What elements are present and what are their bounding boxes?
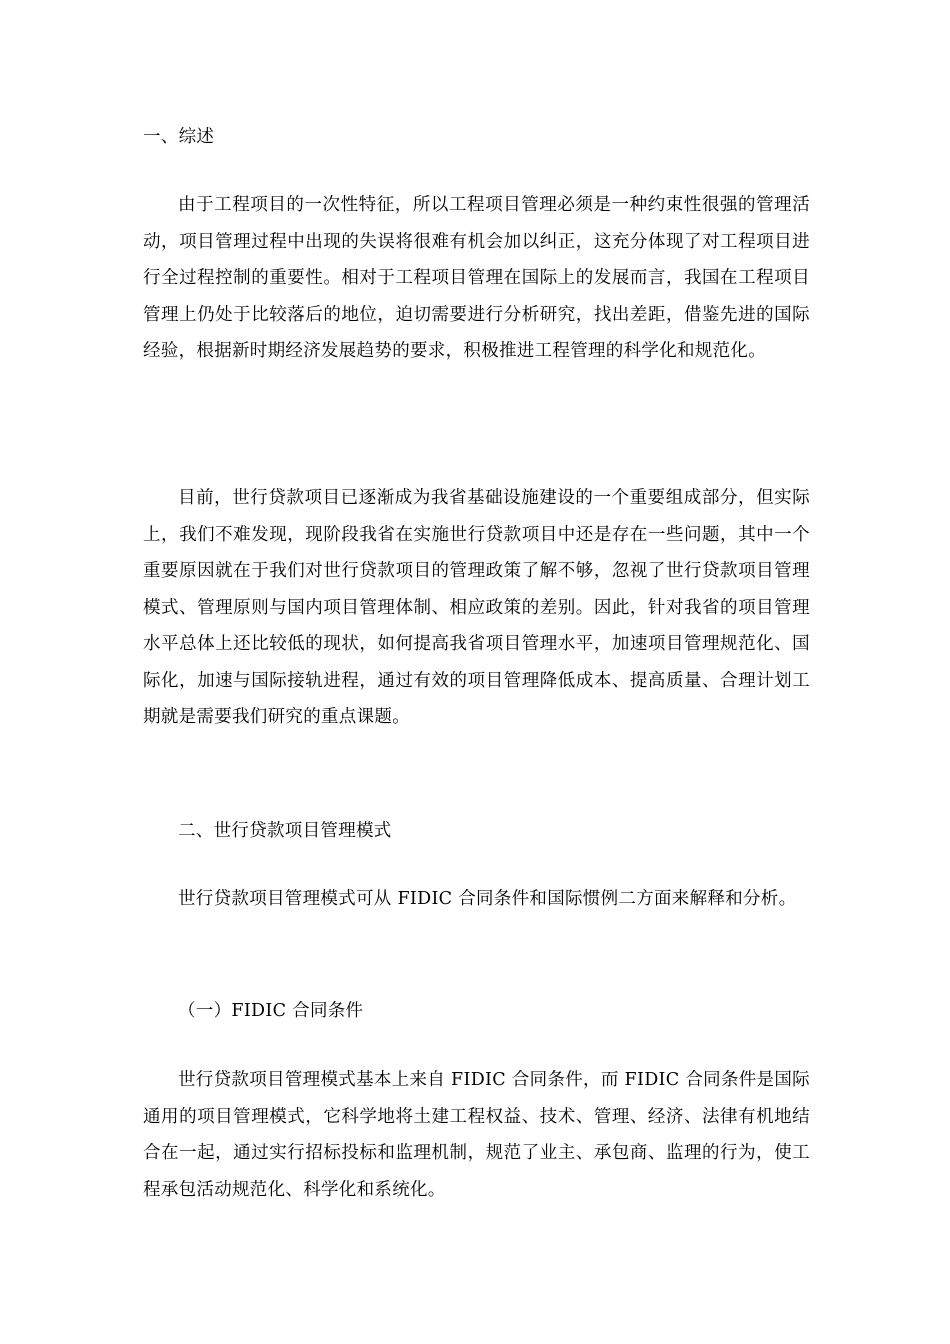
section-heading-overview: 一、综述 [143,127,215,147]
paragraph-model-intro: 世行贷款项目管理模式可从 FIDIC 合同条件和国际惯例二方面来解释和分析。 [178,889,797,909]
section-heading-management-model: 二、世行贷款项目管理模式 [178,821,392,841]
paragraph-fidic: 世行贷款项目管理模式基本上来自 FIDIC 合同条件，而 FIDIC 合同条件是国际通用的项目管理模式，它科学地将土建工程权益、技术、管理、经济、法律有机地结合在一起，通过实行招标投标和监理机制，规范了业主、承包商、监理的行为，使工程承包活动规范化、科学化和系统化。 [143,1070,810,1200]
paragraph-overview: 由于工程项目的一次性特征，所以工程项目管理必须是一种约束性很强的管理活动，项目管理过程中出现的失误将很难有机会加以纠正，这充分体现了对工程项目进行全过程控制的重要性。相对于工程项目管理在国际上的发展而言，我国在工程项目管理上仍处于比较落后的地位，迫切需要进行分析研究，找出差距，借鉴先进的国际经验，根据新时期经济发展趋势的要求，积极推进工程管理的科学化和规范化。 [143,195,810,361]
paragraph-current-situation: 目前，世行贷款项目已逐渐成为我省基础设施建设的一个重要组成部分，但实际上，我们不难发现，现阶段我省在实施世行贷款项目中还是存在一些问题，其中一个重要原因就在于我们对世行贷款项目的管理政策了解不够，忽视了世行贷款项目管理模式、管理原则与国内项目管理体制、相应政策的差别。因此，针对我省的项目管理水平总体上还比较低的现状，如何提高我省项目管理水平，加速项目管理规范化、国际化，加速与国际接轨进程，通过有效的项目管理降低成本、提高质量、合理计划工期就是需要我们研究的重点课题。 [143,488,810,727]
subsection-heading-fidic: （一）FIDIC 合同条件 [178,1001,364,1021]
